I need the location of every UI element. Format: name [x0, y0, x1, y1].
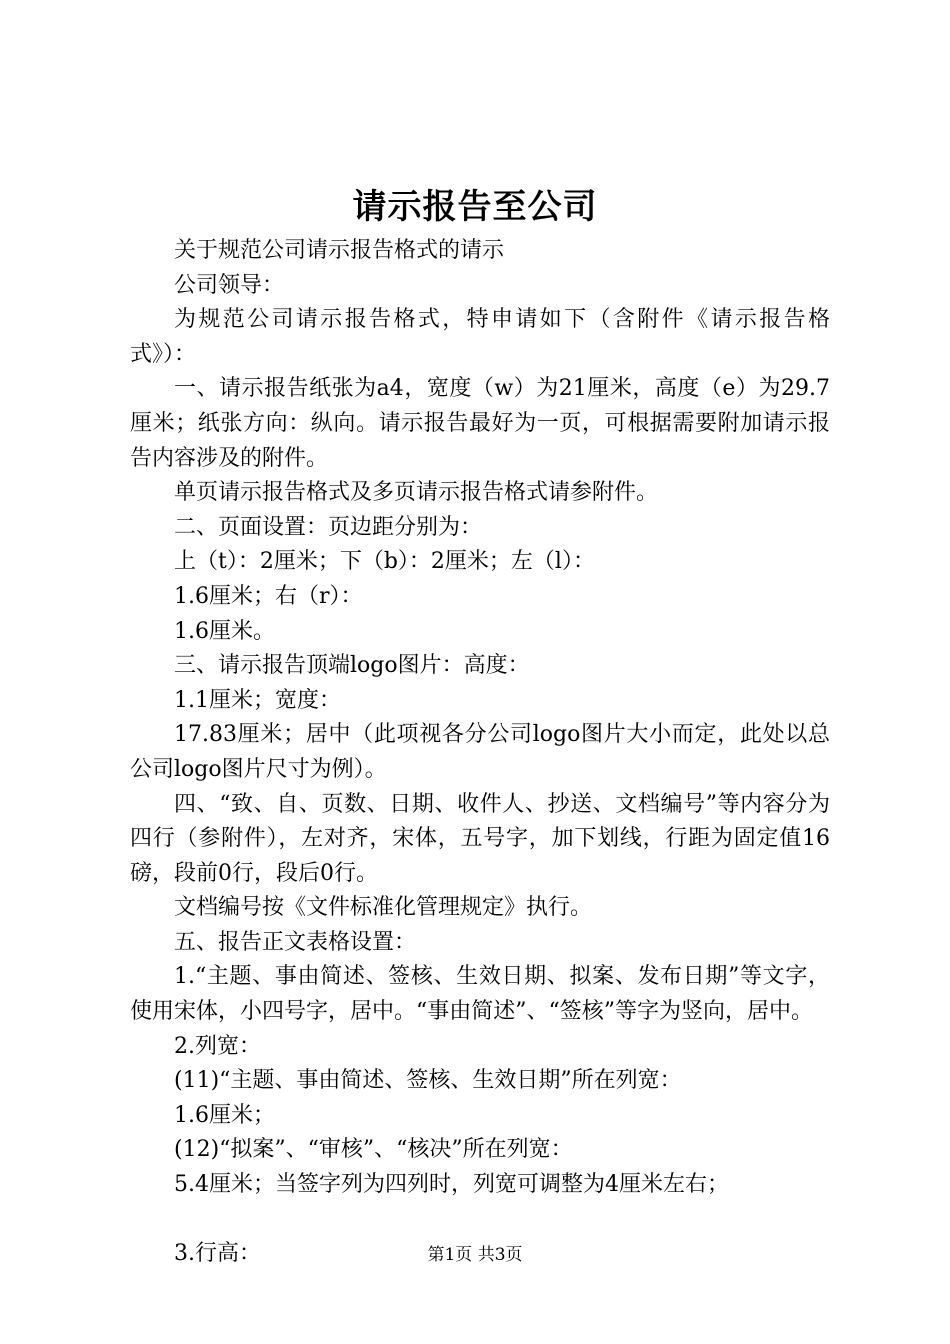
paragraph: 1.6厘米； [174, 1102, 275, 1128]
paragraph: 四、“致、自、页数、日期、收件人、抄送、文档编号”等内容分为四行（参附件），左对齐，宋体，五号字，加下划线，行距为固定值16磅，段前0行，段后0行。 [130, 791, 830, 886]
paragraph: 文档编号按《文件标准化管理规定》执行。 [174, 895, 593, 921]
paragraph: 3.行高： [174, 1241, 261, 1267]
paragraph: 关于规范公司请示报告格式的请示 [174, 238, 505, 263]
paragraph: 1.1厘米；宽度： [174, 687, 341, 713]
document-title: 请示报告至公司 [352, 187, 598, 227]
paragraph: 17.83厘米；居中（此项视各分公司logo图片大小而定，此处以总公司logo图片尺寸为例）。 [130, 722, 830, 782]
paragraph: (12)“拟案”、“审核”、“核决”所在列宽： [174, 1137, 573, 1163]
paragraph: 一、请示报告纸张为a4，宽度（w）为21厘米，高度（e）为29.7厘米；纸张方向：纵向。请示报告最好为一页，可根据需要附加请示报告内容涉及的附件。 [130, 376, 830, 471]
paragraph: 二、页面设置：页边距分别为： [174, 514, 483, 540]
paragraph: 为规范公司请示报告格式，特申请如下（含附件《请示报告格式》）： [130, 307, 830, 367]
paragraph: 1.6厘米；右（r）： [174, 583, 363, 609]
paragraph: 单页请示报告格式及多页请示报告格式请参附件。 [174, 480, 659, 506]
paragraph: 公司领导： [174, 272, 285, 298]
paragraph: 五、报告正文表格设置： [174, 929, 417, 955]
paragraph: 5.4厘米；当签字列为四列时，列宽可调整为4厘米左右； [174, 1172, 729, 1198]
paragraph: 上（t）：2厘米；下（b）：2厘米；左（l）： [174, 549, 595, 575]
paragraph: 三、请示报告顶端logo图片：高度： [174, 653, 530, 679]
paragraph: (11)“主题、事由简述、签核、生效日期”所在列宽： [174, 1068, 682, 1094]
paragraph: 2.列宽： [174, 1033, 261, 1059]
paragraph: 1.6厘米。 [174, 618, 275, 644]
page-footer: 第1页 共3页 [427, 1245, 523, 1265]
paragraph: 1.“主题、事由简述、签核、生效日期、拟案、发布日期”等文字，使用宋体，小四号字，居中。“事由简述”、“签核”等字为竖向，居中。 [130, 964, 830, 1025]
document-body [130, 234, 830, 1272]
